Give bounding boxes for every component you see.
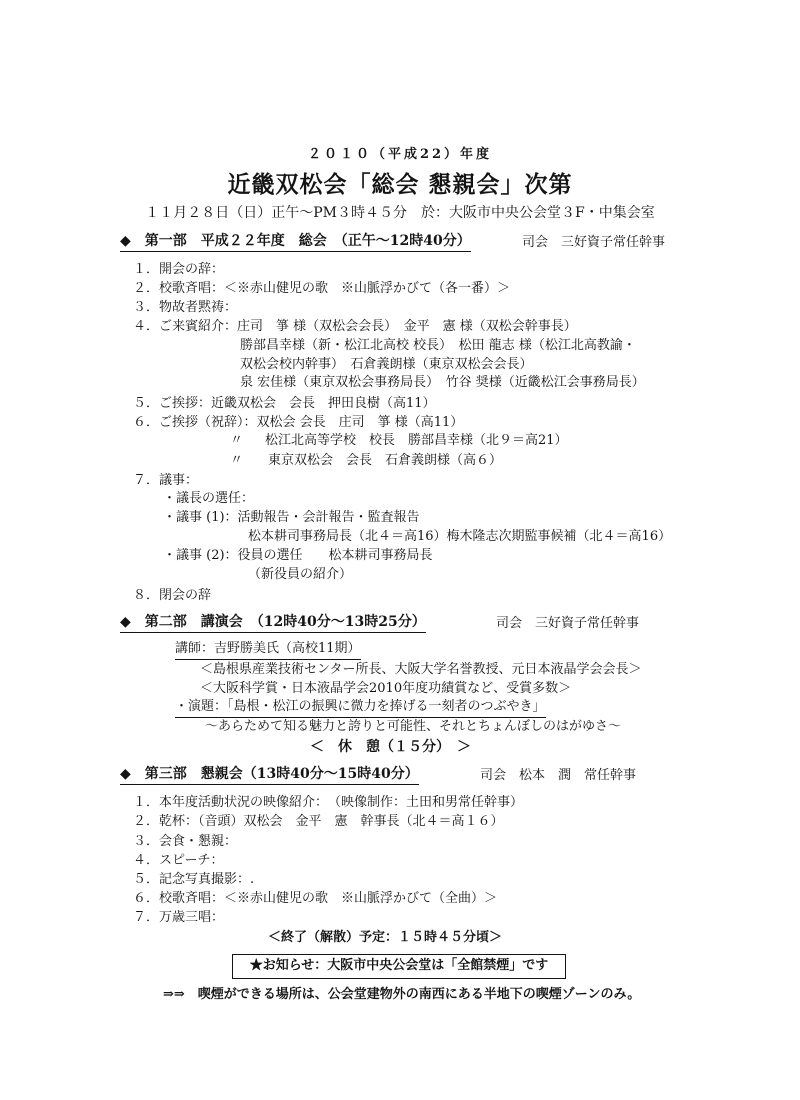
end-time: ＜終了（解散）予定：１５時４５分頃＞ [268, 930, 503, 945]
part3-item-video: １．本年度活動状況の映像紹介： （映像制作：土田和男常任幹事） [133, 795, 524, 810]
part3-heading: ◆ 第三部 懇親会（13時40分～15時40分） [120, 765, 419, 785]
guests-line: 双松会校内幹事） 石倉義朗様（東京双松会会長） [240, 357, 533, 372]
part1-item-agenda: ７．議事： [133, 473, 199, 488]
part1-item-opening: １．開会の辞： [133, 262, 225, 277]
agenda-chair-election: ・議長の選任： [163, 491, 255, 506]
congrats-speaker: 松江北高等学校 校長 勝部昌幸様（北９＝高21） [265, 433, 568, 448]
guests-line: 泉 宏佳様（東京双松会事務局長） 竹谷 奨様（近畿松江会事務局長） [240, 375, 645, 390]
part1-item-congrats: ６．ご挨拶（祝辞）：双松会 会長 庄司 箏 様（高11） [133, 415, 464, 430]
ditto-mark: 〃 [230, 433, 244, 448]
break-notice: ＜ 休 憩（１５分） ＞ [310, 739, 471, 755]
congrats-speaker: 東京双松会 会長 石倉義朗様（高６） [268, 453, 503, 468]
event-datetime-venue: １１月２８日（日）正午～PM３時４５分 於：大阪市中央公会堂３F・中集会室 [145, 205, 655, 221]
document-title: 近畿双松会「総会 懇親会」次第 [227, 171, 573, 198]
part1-item-memorial: ３．物故者黙祷： [133, 300, 238, 315]
part3-mc: 司会 松本 潤 常任幹事 [480, 768, 637, 783]
lecture-subtitle: ～あらためて知る魅力と誇りと可能性、それとちょんぼしのはがゆさ～ [205, 719, 622, 734]
ditto-mark: 〃 [230, 453, 244, 468]
part2-heading: ◆ 第二部 講演会 （12時40分～13時25分） [120, 613, 426, 633]
part1-item-school-song: ２．校歌斉唱：＜※赤山健児の歌 ※山脈浮かびて（各一番）＞ [133, 281, 511, 296]
part1-item-guests: ４．ご来賓紹介：庄司 箏 様（双松会会長） 金平 憲 様（双松会幹事長） [133, 319, 577, 334]
no-smoking-notice-box: ★お知らせ：大阪市中央公会堂は「全館禁煙」です [232, 954, 566, 979]
part1-item-closing: ８．閉会の辞 [133, 588, 212, 603]
part3-item-dinner: ３．会食・懇親： [133, 834, 238, 849]
agenda-item-2-note: （新役員の紹介） [248, 567, 353, 582]
agenda-item-2: ・議事 (2)：役員の選任 松本耕司事務局長 [163, 548, 433, 563]
lecture-speaker: 講師：吉野勝美氏（高校11期） [175, 640, 361, 660]
part3-item-photo: ５．記念写真撮影：. [133, 872, 255, 887]
part3-item-speech: ４．スピーチ： [133, 853, 224, 868]
part3-item-toast: ２．乾杯：（音頭）双松会 金平 憲 幹事長（北４＝高１６） [133, 814, 504, 829]
speaker-titles: ＜島根県産業技術センター所長、大阪大学名誉教授、元日本液晶学会会長＞ [200, 662, 642, 677]
speaker-awards: ＜大阪科学賞・日本液晶学会2010年度功績賞など、受賞多数＞ [200, 681, 572, 696]
lecture-topic: ・演題：「島根・松江の振興に微力を捧げる一刻者のつぶやき」 [175, 698, 546, 718]
guests-line: 勝部昌幸様（新・松江北高校 校長） 松田 龍志 様（松江北高教諭・ [240, 338, 636, 353]
part1-mc: 司会 三好資子常任幹事 [522, 235, 666, 250]
part1-heading: ◆ 第一部 平成２２年度 総会 （正午～12時40分） [120, 232, 471, 252]
agenda-item-1-reporters: 松本耕司事務局長（北４＝高16）梅木隆志次期監事候補（北４＝高16） [248, 529, 672, 544]
fiscal-year: ２０１０（平成22）年度 [307, 147, 493, 162]
agenda-item-1: ・議事 (1)：活動報告・会計報告・監査報告 [163, 510, 420, 525]
part1-item-greeting: ５．ご挨拶：近畿双松会 会長 押田良樹（高11） [133, 396, 436, 411]
smoking-area-note: ⇒⇒ 喫煙ができる場所は、公会堂建物外の南西にある半地下の喫煙ゾーンのみ。 [163, 987, 641, 1002]
part3-item-school-song: ６．校歌斉唱：＜※赤山健児の歌 ※山脈浮かびて（全曲）＞ [133, 891, 498, 906]
part2-mc: 司会 三好資子常任幹事 [496, 616, 640, 631]
part3-item-banzai: ７．万歳三唱： [133, 910, 225, 925]
